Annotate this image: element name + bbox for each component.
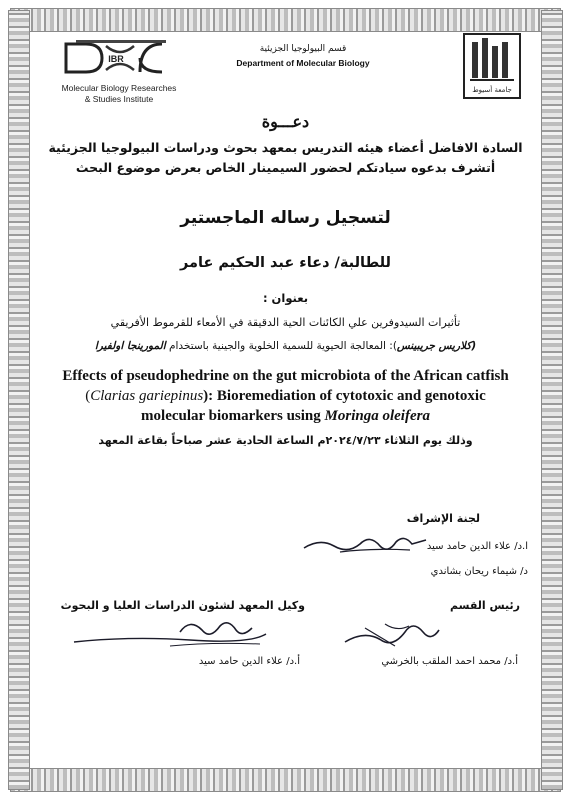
english-title-line3-text: molecular biomarkers using bbox=[141, 408, 325, 424]
vice-dean-name: أ.د/ علاء الدين حامد سيد bbox=[198, 656, 300, 667]
english-title-paren: ( bbox=[85, 388, 91, 404]
english-plant-name: Moringa oleifera bbox=[324, 408, 430, 424]
signature-member-1 bbox=[300, 528, 430, 560]
english-title-line2 bbox=[38, 386, 533, 406]
committee-member-1: ا.د/ علاء الدين حامد سيد bbox=[426, 541, 528, 552]
invitation-text: أتشرف بدعوه سيادتكم لحضور السيمينار الخاص بعرض موضوع البحث bbox=[75, 160, 496, 175]
department-head-title: رئيس القسم bbox=[450, 599, 520, 612]
invitation-salutation: السادة الافاضل أعضاء هيئه التدريس بمعهد بحوث ودراسات البيولوجيا الجزيئية bbox=[48, 140, 523, 155]
institute-name-line1: Molecular Biology Researches bbox=[61, 83, 177, 93]
invitation-title: دعـــوة bbox=[261, 112, 310, 131]
seminar-purpose: لتسجيل رساله الماجستير bbox=[180, 208, 391, 228]
institute-logo-text: IBR bbox=[108, 54, 124, 64]
department-head-name: أ.د/ محمد احمد الملقب بالخرشي bbox=[381, 656, 518, 667]
seminar-datetime: وذلك يوم الثلاثاء ٢٠٢٤/٧/٢٣م الساعة الحادية عشر صباحاً بقاعة المعهد bbox=[98, 434, 473, 447]
department-name-arabic: قسم البيولوجيا الجزيئية bbox=[259, 44, 347, 54]
university-logo-text: جامعة أسيوط bbox=[472, 86, 512, 94]
english-thesis-title bbox=[38, 366, 533, 426]
signature-department-head bbox=[335, 612, 445, 652]
arabic-thesis-title-line1: تأثيرات السيدوفرين علي الكائنات الحية الدقيقة في الأمعاء للقرموط الأفريقي bbox=[110, 316, 461, 329]
student-name: للطالبة/ دعاء عبد الحكيم عامر bbox=[180, 255, 391, 271]
english-title-line1: Effects of pseudophedrine on the gut microbiota of the African catfish bbox=[62, 368, 509, 384]
supervision-committee-title: لجنة الإشراف bbox=[406, 512, 480, 525]
arabic-plant-name: المورينجا اولفيرا bbox=[94, 340, 166, 352]
committee-member-2: د/ شيماء ريحان بشاندي bbox=[430, 566, 528, 577]
english-species-name: Clarias gariepinus bbox=[90, 388, 204, 404]
frame-top-border bbox=[10, 8, 561, 32]
english-title-line2-rest: ): Bioremediation of cytotoxic and genotoxic bbox=[203, 388, 486, 404]
department-name-english: Department of Molecular Biology bbox=[236, 58, 370, 68]
english-title-line3 bbox=[38, 406, 533, 426]
institute-name bbox=[44, 83, 194, 105]
arabic-species-name: (كلاريس جريبينس bbox=[396, 340, 477, 352]
signature-vice-dean bbox=[70, 612, 270, 652]
institute-logo bbox=[58, 38, 178, 78]
titled-label: بعنوان : bbox=[262, 291, 309, 305]
arabic-title-middle: ): المعالجة الحيوية للسمية الخلوية والجينية باستخدام bbox=[165, 340, 397, 352]
university-logo bbox=[462, 32, 522, 100]
arabic-thesis-title-line2 bbox=[40, 340, 531, 352]
institute-name-line2: & Studies Institute bbox=[84, 94, 154, 104]
vice-dean-title: وكيل المعهد لشئون الدراسات العليا و البحوث bbox=[60, 599, 305, 612]
frame-bottom-border bbox=[10, 768, 561, 792]
